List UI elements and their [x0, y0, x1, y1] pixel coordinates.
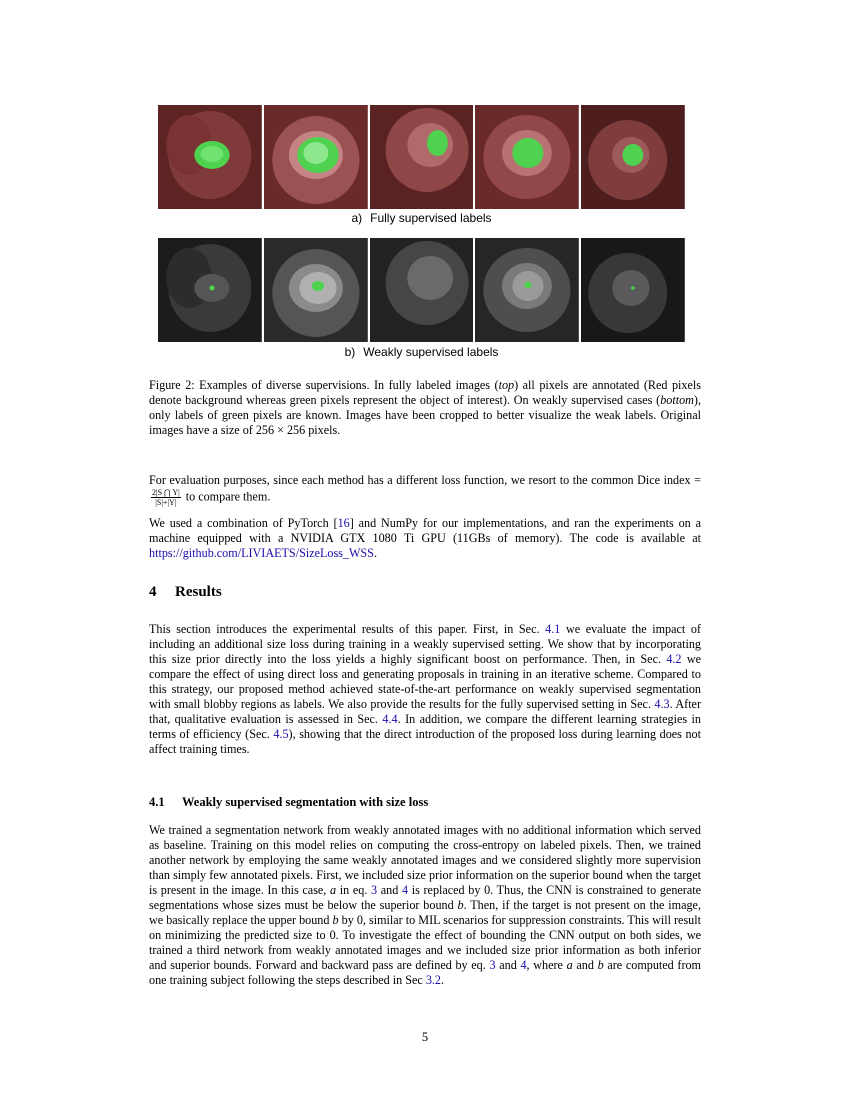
sizeloss-text-5: . Then, if the target is not present on the image, we basically replace the upper bound [149, 898, 701, 927]
mri-image-full-2 [264, 105, 368, 209]
sizeloss-text-4: is replaced by 0. Thus, the CNN is constrained to generate segmentations whose sizes must be below the superior bound [149, 883, 701, 912]
sizeloss-text-3: and [380, 883, 399, 897]
sizeloss-text-6: by 0, similar to MIL scenarios for suppression constraints. This will result on minimizing the predicted size to 0. To investigate the effect of bounding the CNN output on both sides, we trained a third network from weakly annotated images and we included size prior information as both inferior and superior bounds. Forward and backward pass are defined by eq. [149, 913, 701, 972]
caption-text-1: Figure 2: Examples of diverse supervisions. In fully labeled images ( [149, 378, 499, 392]
sublabel-b-tag: b) [344, 345, 356, 359]
math-b: b [457, 898, 464, 912]
eval-text-2: to compare them. [185, 489, 271, 504]
caption-emphasis-top: top [498, 378, 515, 392]
figure-row-fully-supervised [158, 105, 685, 209]
ref-sec-3-2[interactable]: 3.2 [425, 973, 442, 987]
ref-eq-3-b[interactable]: 3 [489, 958, 496, 972]
results-text-3: we compare the effect of using direct loss and generating proposals in training in an iterative scheme. Compared to this strategy, our proposed method achieved state-of-the-art performance on weakly supervised segmentation with small blobby regions as labels. We also provide the results for the fully supervised setting in Sec. [149, 652, 701, 711]
eval-text-1: For evaluation purposes, since each method has a different loss function, we resort to the common Dice index = [149, 473, 701, 487]
mri-image-weak-3 [370, 238, 474, 342]
caption-emphasis-bottom: bottom [660, 393, 694, 407]
dice-numerator: 2|S ⋂ Y| [152, 488, 180, 497]
ref-sec-4-1[interactable]: 4.1 [545, 622, 561, 636]
figure-row-weakly-supervised [158, 238, 685, 342]
ref-eq-3[interactable]: 3 [371, 883, 378, 897]
sublabel-b-text: Weakly supervised labels [363, 345, 499, 359]
code-url-link[interactable]: https://github.com/LIVIAETS/SizeLoss_WSS [149, 546, 374, 560]
results-text-5: . In addition, we compare the different learning strategies in terms of efficiency (Sec. [149, 712, 702, 741]
figure-sublabel-b [158, 345, 685, 359]
math-b-2: b [332, 913, 339, 927]
caption-text-2: ) all pixels are annotated (Red pixels denote background whereas green pixels represent the object of interest). On weakly supervised cases ( [149, 378, 701, 407]
page-number: 5 [421, 1030, 429, 1044]
figure-sublabel-a [158, 211, 685, 225]
sizeloss-text-8: , where [526, 958, 563, 972]
paragraph-implementation [149, 516, 701, 561]
paragraph-size-loss [149, 823, 701, 988]
impl-text-1: We used a combination of PyTorch [ [149, 516, 338, 530]
math-a: a [330, 883, 337, 897]
section-heading-results [149, 584, 222, 601]
subsection-number: 4.1 [149, 795, 165, 809]
subsection-heading-4-1 [149, 795, 428, 810]
section-number: 4 [149, 584, 157, 600]
citation-link[interactable]: 16 [337, 516, 350, 530]
sublabel-a-text: Fully supervised labels [370, 211, 492, 225]
dice-fraction [151, 488, 181, 507]
impl-text-3: . [373, 546, 377, 560]
results-text-6: ), showing that the direct introduction of the proposed loss during learning does not affect training times. [149, 727, 701, 756]
ref-sec-4-5[interactable]: 4.5 [273, 727, 289, 741]
math-b-3: b [597, 958, 604, 972]
mri-image-full-5 [581, 105, 685, 209]
paragraph-evaluation [149, 473, 701, 507]
paragraph-results-intro [149, 622, 701, 757]
section-title: Results [175, 584, 222, 600]
ref-sec-4-4[interactable]: 4.4 [382, 712, 398, 726]
sizeloss-text-7: and [499, 958, 517, 972]
sizeloss-text-9: and [576, 958, 594, 972]
results-text-2: we evaluate the impact of including an additional size loss during training in a weakly supervised setting. We show that by incorporating this size prior directly into the loss yields a highly significant boost on performance. Then, in Sec. [149, 622, 701, 666]
sizeloss-text-10: are computed from one training subject following the steps described in Sec [149, 958, 702, 987]
sizeloss-text-11: . [441, 973, 445, 987]
caption-text-3: ), only labels of green pixels are known. Images have been cropped to better visualize the weak labels. Original images have a size of 256 × 256 pixels. [149, 393, 701, 437]
mri-image-weak-2 [264, 238, 368, 342]
ref-sec-4-3[interactable]: 4.3 [654, 697, 670, 711]
mri-image-weak-5 [581, 238, 685, 342]
dice-denominator: |S|+|Y| [155, 498, 177, 507]
mri-image-full-1 [158, 105, 262, 209]
mri-image-weak-1 [158, 238, 262, 342]
results-text-4: . After that, qualitative evaluation is assessed in Sec. [149, 697, 701, 726]
figure-caption [149, 378, 701, 438]
ref-eq-4-b[interactable]: 4 [520, 958, 527, 972]
sizeloss-text-2: in eq. [339, 883, 368, 897]
mri-image-weak-4 [475, 238, 579, 342]
results-text-1: This section introduces the experimental results of this paper. First, in Sec. [149, 622, 540, 636]
subsection-title: Weakly supervised segmentation with size loss [182, 795, 429, 809]
sublabel-a-tag: a) [351, 211, 363, 225]
math-a-2: a [566, 958, 573, 972]
mri-image-full-4 [475, 105, 579, 209]
mri-image-full-3 [370, 105, 474, 209]
impl-text-2: ] and NumPy for our implementations, and ran the experiments on a machine equipped with a NVIDIA GTX 1080 Ti GPU (11GBs of memory). The code is available at [149, 516, 701, 545]
sizeloss-text-1: We trained a segmentation network from weakly annotated images with no additional information which served as baseline. Training on this model relies on computing the cross-entropy on labeled pixels. Then, we trained another network by employing the same weakly annotated images and we considered slightly more supervision than simply few annotated pixels. First, we included size prior information on the superior bound when the target is present in the image. In this case, [149, 823, 701, 897]
ref-sec-4-2[interactable]: 4.2 [666, 652, 682, 666]
ref-eq-4[interactable]: 4 [402, 883, 409, 897]
